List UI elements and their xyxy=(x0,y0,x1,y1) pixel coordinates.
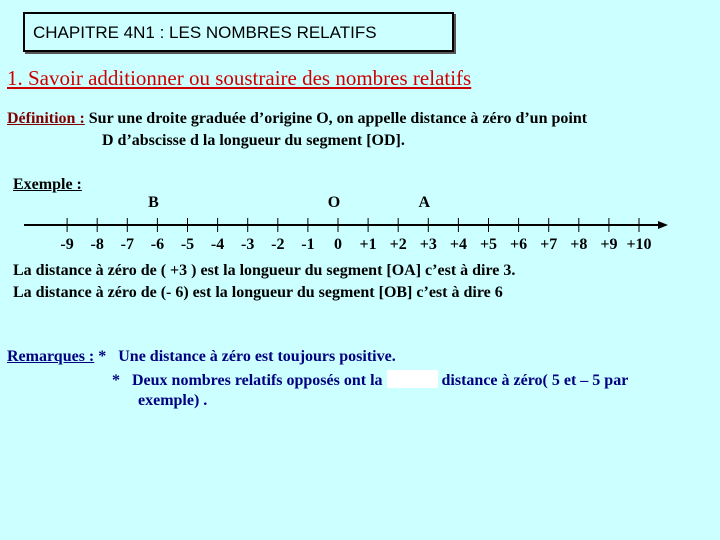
tick-label: -2 xyxy=(271,236,285,253)
tick-label: -8 xyxy=(90,236,104,253)
tick-label: -5 xyxy=(180,236,195,253)
tick-label: +7 xyxy=(540,236,558,253)
point-label-B: B xyxy=(148,194,159,211)
example-line1: La distance à zéro de ( +3 ) est la longueur du segment [OA] c’est à dire 3. xyxy=(13,262,516,279)
definition-text: Sur une droite graduée d’origine O, on appelle distance à zéro d’un point xyxy=(84,110,588,127)
tick-label: -4 xyxy=(210,236,225,253)
remark-text: Deux nombres relatifs opposés ont la xyxy=(132,372,383,389)
example-label: Exemple : xyxy=(13,176,82,193)
blank-box xyxy=(387,370,438,388)
tick-label: +6 xyxy=(510,236,528,253)
tick-label: -7 xyxy=(120,236,134,253)
remark-2-cont: exemple) . xyxy=(138,392,208,409)
axis-arrow-icon xyxy=(658,221,668,229)
definition-line2: D d’abscisse d la longueur du segment [OD]. xyxy=(102,132,405,149)
remark-text: Une distance à zéro est toujours positive. xyxy=(118,348,396,365)
section-heading: 1. Savoir additionner ou soustraire des nombres relatifs xyxy=(7,66,472,90)
point-label-A: A xyxy=(418,194,431,211)
remark-1 xyxy=(7,348,396,366)
example-line2: La distance à zéro de (- 6) est la longueur du segment [OB] c’est à dire 6 xyxy=(13,284,503,301)
tick-label: +8 xyxy=(570,236,588,253)
tick-label: +9 xyxy=(600,236,618,253)
tick-label: -9 xyxy=(60,236,74,253)
point-label-O: O xyxy=(327,194,341,211)
bullet: * xyxy=(112,372,120,389)
tick-label: +3 xyxy=(419,236,437,253)
remark-text: distance à zéro( 5 et – 5 par xyxy=(441,372,629,389)
tick-label: +4 xyxy=(449,236,467,253)
tick-label: +5 xyxy=(479,236,498,253)
tick-label: 0 xyxy=(334,236,342,253)
definition-line1 xyxy=(7,110,587,128)
number-line xyxy=(0,190,720,260)
tick-label: +1 xyxy=(359,236,377,253)
chapter-title: CHAPITRE 4N1 : LES NOMBRES RELATIFS xyxy=(23,12,454,52)
definition-label: Définition : xyxy=(7,110,85,127)
remarks-label: Remarques : xyxy=(7,348,95,365)
tick-label: +10 xyxy=(626,236,652,253)
tick-label: -6 xyxy=(150,236,165,253)
tick-label: -1 xyxy=(301,236,315,253)
remark-2 xyxy=(112,370,628,390)
bullet: * xyxy=(98,348,107,365)
tick-label: -3 xyxy=(241,236,255,253)
tick-label: +2 xyxy=(389,236,407,253)
